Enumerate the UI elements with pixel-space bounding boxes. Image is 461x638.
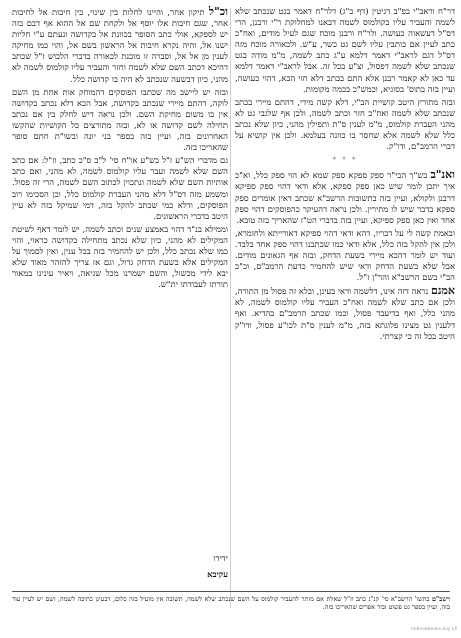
section-separator: * * * [332,156,358,165]
lead-word: ואנ"ב [430,168,455,182]
footnote-text: בתשו' הרשב"א סי' קנ"ג כתב וז"ל שאלת אם מותר להעביר קולמוס על השם שנכתב שלא לשמה, תשובה אין מועיל בזה כלום, דבעינן כתיבה לשמה, ושם יש לעיין עוד בזה, ועיין בספר גט פשוט וביד אפרים שהאריכו בזה. [12,595,450,612]
lead-word: אמנם [430,284,455,298]
paragraph: גם מדברי הש"ע ז"ל בש"ע או"ח סי' ל"ב ס"כ כתב, וז"ל: אם כתב השם שלא לשמה ועבר עליו קולמוס לשמה, לא מהני, ואם כתב אותיות השם שלא לשמה ונתכוין לכתוב השם לשמה, הרי זה פסול. ומשמע מזה דס"ל דלא מהני העברת קולמוס כלל, וכן הסכימו רוב הפוסקים, ודלא כמי שכתב להקל בזה, דמי שמיקל בזה לא עיין היטב בדברי הראשונים. [12,155,228,221]
paragraph: ובזה יש ליישב מה שכתבו הפוסקים דהמוחק אות אחת מן השם לוקה, דהתם מיירי שנכתב בקדושה, אבל הכא דלא נכתב בקדושה אין בו משום מחיקת השם. ולכן נראה דיש לחלק בין אם נכתב תחילה לשם קדושה או לא, ובזה מתורצים כל הקושיות שהקשו האחרונים בזה, ועיין בזה בספר בני יונה ובשו"ת חתם סופר שהאריכו בזה. [12,86,228,153]
page-number: hebrewbooks.org 14 [411,627,457,632]
column-divider [230,8,231,608]
footnote-rule [12,591,450,592]
paragraph: ובזה מתורץ היטב קושיית הב"י, דלא קשה מידי, דהתם מיירי בכתב שנכתב שלא לשמה ואח"כ חזר וכתב לשמה, ולכן אף שלגבי גט לא מהני העברת קולמוס, מ"מ לענין ס"ת ותפילין מהני, כיון שלא נכתב כלל שלא לשמה אלא שחסר בו כוונה בעלמא. ולכן אין קושיא על דברי הרמב"ם, ודו"ק. [235,96,455,152]
footnote [12,595,450,612]
paragraph [235,285,455,341]
paragraph: ובאמת קשה לי על דבריו, דהא ודאי דהוי ספיקא דאורייתא ולחומרא, ולכן אין להקל בזה כלל, אלא ודאי כמו שכתבנו דהוי ספק אחד בלבד. ועוד יש לומר דהכא מיירי בשעת הדחק, ובזה אף הגאונים מודים. אבל שלא בשעת הדחק ודאי שיש להחמיר כדעת הרמב"ם, וכ"כ הב"י בשם הרשב"א והר"ן ז"ל. [235,227,455,283]
paragraph: דר"ח וראב"י בפ"ב דגיטין (דף כ"ג) דלר"ח דאמר בגט שנכתב שלא לשמה והעביר עליו בקולמוס לשמה דבאנו למחלוקת ר"י ורבנן, הרי דס"ל דעשאוה כעושה. ולר"ח ורבנן מוכח שגם לעיל מודים, ואח"כ כתב לעיין אם כותבין עליו לשם גט כשר, ע"ש. ולכאורה מוכח מזה דס"ל דגם לראב"י דאמר דלמא ע"ג כתב לשמה, מ"מ מודה בגט שנכתב שלא לשמה דפסול, וצ"ע בכל זה. אבל לראב"י דאמר דלמא עד כאן לא קאמר רבנן אלא התם בכתב דלא חזי הכא, דהוי כעושה, ועיין בזה בתוס' בסוגיא, וכמש"כ בכמה מקומות. [235,6,455,94]
paragraph: וממילא בנ"ד דהוי באמצע שנים וכתב לשמה, יש לומר דאף לשיטת המקילים לא מהני, כיון שלא נכתב מתחילה בקדושה כראוי, והוי כמו שלא נכתב כלל, ולכן יש להחמיר בזה בכל ענין, ואין לסמוך על המקילים אלא בשעת הדחק גדול, וגם אז צריך להזהר מאוד שלא יבא לידי מכשול, והשם ישמרנו מכל שגיאה, ויאיר עינינו במאור תורתו לעבודתו ית"ש. [12,223,228,290]
paragraph-text: נראה דזה אינו, דלשמה ודאי בעינן, ובלא זה פסול מן התורה, ולכן אם כתב שלא לשמה ואח"כ העביר עליו קולמוס לשמה, לא מהני כלל, ואף בדיעבד פסול, וכמו שכתב הרמב"ם בהדיא. ואף דלענין גט מצינו פלוגתא בזה, מ"מ לענין ס"ת לכו"ע פסול, ודו"ק היטב בכל זה כי קצרתי. [235,286,455,341]
lead-word: וכ"ל [208,6,228,18]
left-column [12,6,228,548]
paragraph [235,169,455,225]
paragraph-text: בש"ך הבי"ר ספק ספקא ספק שמא לא הוי ספק כלל, וא"כ איך יתכן לומר שיש כאן ספק ספקא, אלא ודאי דהוי ספק ספיקא דרבנן ולקולא, ועיין בזה בתשובות הרשב"א שכתב דאין אומרים ספק ספקא בדבר שיש לו מתירין. ולכן נראה דהעיקר כהפוסקים דהוי ספק אחד ואין כאן ספק ספיקא, ועיין בזה בדברי הט"ז שהאריך בזה טובא. [235,170,455,225]
footnote-label: רשב"ם [431,595,450,603]
right-column [235,6,455,578]
paragraph-text: תיקון אחר, והיינו לחלות בין שינוי, בין חיבות אל לחיבות אחר, שגם חיבות אלו יוסף אל ולקחת שם אל ההוא אף דבם בזה יש לספקא, אולי כתב הסופר בכוונת אל בקדושה ונעתם ע"י חליות ישנו אל, והיה נקרא חיבות אל הראשון בשם אל, והוי כמו מחיקה לענין מן אל אל, וסברה זו מובנת לכאורה בדברי הלבוש ז"ל שכתב דהיכא דכתב השם שלא לשמה וחזר והעביר עליו קולמוס לשמה לא מהני, כיון דבשעה שנכתב לא היה בו קדושה כלל. [12,7,228,84]
signature-name: עקיבא [207,569,228,579]
closing-line: ידידו [213,553,228,563]
paragraph [12,6,228,85]
